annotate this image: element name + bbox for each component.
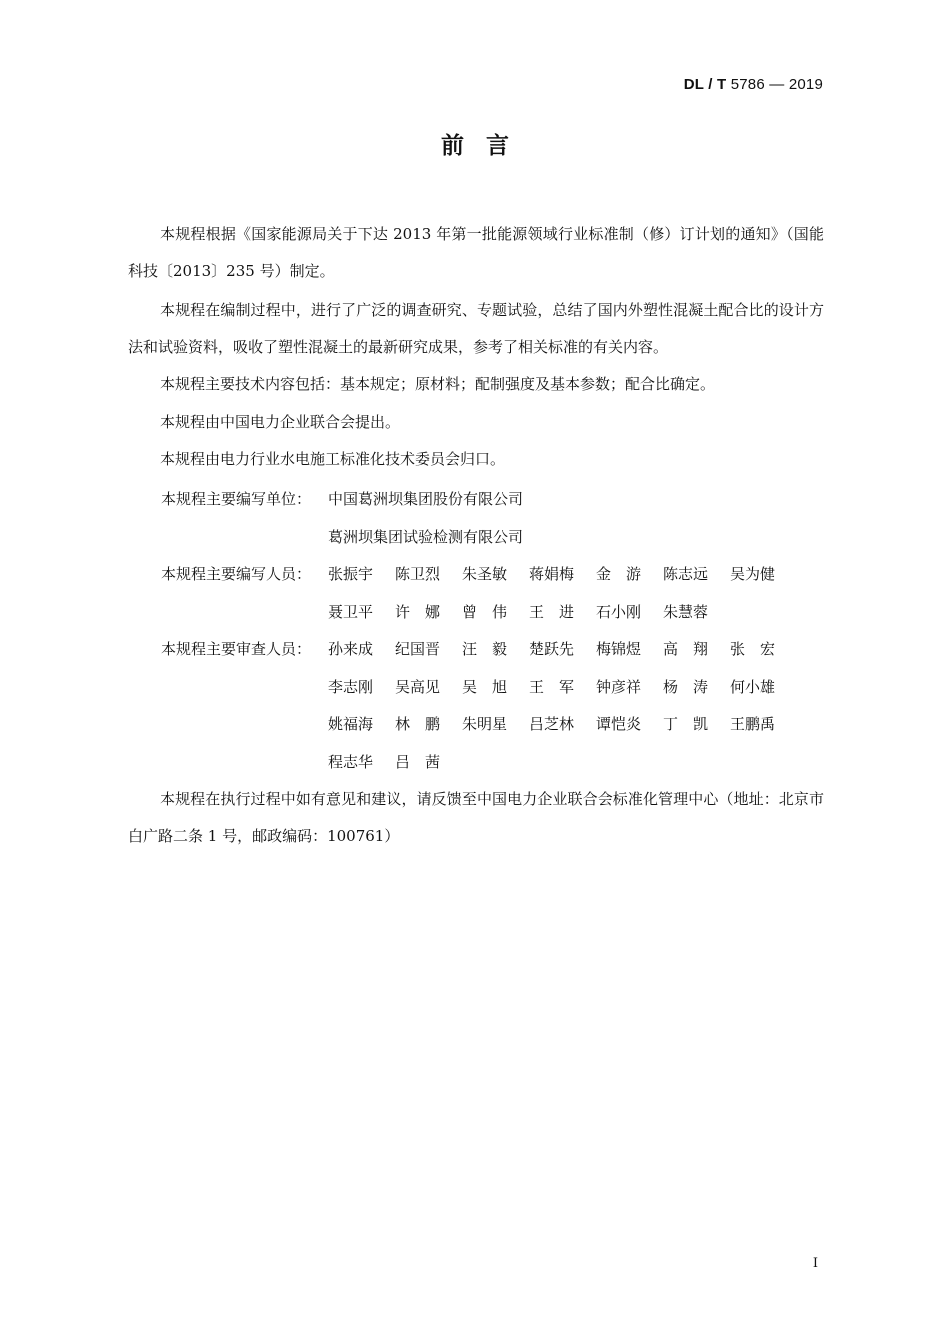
person-name: 蒋娟梅	[529, 565, 575, 583]
person-name: 丁 凯	[663, 715, 709, 733]
person-name: 杨 涛	[663, 677, 709, 696]
paragraph-proposer: 本规程由中国电力企业联合会提出。	[160, 413, 401, 431]
paragraph-administrator: 本规程由电力行业水电施工标准化技术委员会归口。	[160, 450, 506, 468]
person-name: 王 军	[529, 677, 575, 696]
unit-item: 葛洲坝集团试验检测有限公司	[328, 528, 524, 546]
person-name: 金 游	[596, 565, 642, 583]
person-name: 高 翔	[663, 640, 709, 658]
paragraph-process: 本规程在编制过程中，进行了广泛的调查研究、专题试验，总结了国内外塑性混凝土配合比的设计方法和试验资料，吸收了塑性混凝土的最新研究成果，参考了相关标准的有关内容。	[128, 301, 824, 356]
person-name: 王 进	[529, 602, 575, 621]
person-name: 张振宇	[328, 565, 374, 583]
person-name: 纪国晋	[395, 640, 441, 658]
paragraph-feedback: 本规程在执行过程中如有意见和建议，请反馈至中国电力企业联合会标准化管理中心（地址：北京市白广路二条 1 号，邮政编码：100761）	[128, 790, 824, 845]
page-title: 前言	[441, 133, 531, 159]
person-name: 钟彦祥	[596, 677, 642, 696]
person-name: 梅锦煜	[596, 640, 642, 658]
person-name: 程志华	[328, 752, 374, 771]
person-name: 孙来成	[328, 640, 374, 658]
person-name: 王鹏禹	[730, 715, 776, 733]
drafters-label: 本规程主要编写人员：	[161, 565, 312, 583]
standard-code	[684, 76, 823, 93]
person-name: 陈志远	[663, 565, 709, 583]
person-name: 吴高见	[395, 677, 441, 696]
person-name: 吕芝林	[529, 715, 575, 733]
person-name: 何小雄	[730, 677, 776, 696]
person-name: 朱明星	[462, 715, 508, 733]
person-name: 许 娜	[395, 602, 441, 621]
person-name: 林 鹏	[395, 715, 441, 733]
person-name: 聂卫平	[328, 602, 374, 621]
paragraph-basis: 本规程根据《国家能源局关于下达 2013 年第一批能源领域行业标准制（修）订计划的通知》（国能科技〔2013〕235 号）制定。	[128, 225, 824, 280]
person-name: 张 宏	[730, 640, 776, 658]
standard-number: 5786 — 2019	[730, 76, 823, 93]
person-name: 谭恺炎	[596, 715, 642, 733]
person-name: 汪 毅	[462, 640, 508, 658]
person-name: 石小刚	[596, 602, 642, 621]
unit-item: 中国葛洲坝集团股份有限公司	[328, 490, 524, 508]
page-number: I	[812, 1256, 818, 1271]
person-name: 曾 伟	[462, 602, 508, 621]
reviewers-label: 本规程主要审查人员：	[161, 640, 312, 658]
person-name: 陈卫烈	[395, 565, 441, 583]
person-name: 吕 茜	[395, 752, 441, 771]
person-name: 李志刚	[328, 677, 374, 696]
person-name: 朱慧蓉	[663, 602, 709, 621]
units-label: 本规程主要编写单位：	[161, 490, 312, 508]
person-name: 楚跃先	[529, 640, 575, 658]
person-name: 姚福海	[328, 715, 374, 733]
person-name: 朱圣敏	[462, 565, 508, 583]
paragraph-contents: 本规程主要技术内容包括：基本规定；原材料；配制强度及基本参数；配合比确定。	[160, 375, 716, 393]
person-name: 吴为健	[730, 565, 776, 583]
person-name: 吴 旭	[462, 677, 508, 696]
standard-prefix: DL / T	[683, 76, 727, 93]
